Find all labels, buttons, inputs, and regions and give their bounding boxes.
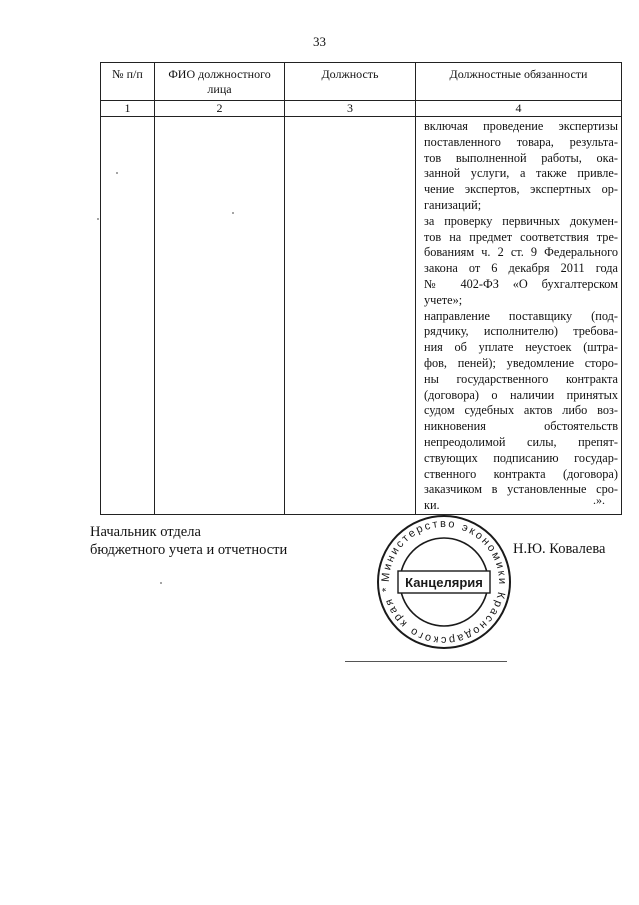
stamp-ring-text: Министерство экономики Краснодарского края *	[379, 517, 509, 647]
duties-line: ны государственного контракта	[424, 371, 618, 386]
table-header-row	[101, 63, 622, 101]
duties-line: № 402-ФЗ «О бухгалтерском	[424, 276, 618, 291]
duties-line: фов, пеней); уведомление сторо-	[424, 355, 618, 370]
duties-line: судом судебных актов либо воз-	[424, 403, 618, 418]
duties-line: направление поставщику (под-	[424, 308, 618, 323]
scan-speck	[116, 172, 118, 174]
duties-line: ствующих подписанию государ-	[424, 450, 618, 465]
duties-line: тов выполненной работы, ока-	[424, 150, 618, 165]
duties-line: занной услуги, а также привле-	[424, 166, 618, 181]
column-number: 1	[101, 101, 155, 117]
column-number-row	[101, 101, 622, 117]
column-number: 4	[416, 101, 622, 117]
duties-line: непреодолимой силы, препят-	[424, 434, 618, 449]
duties-line: (договора) о наличии принятых	[424, 387, 618, 402]
duties-line: закона от 6 декабря 2011 года	[424, 261, 618, 276]
duties-line: включая проведение экспертизы	[424, 119, 618, 133]
header-name: ФИО должностного лица	[155, 63, 285, 101]
duties-line: за проверку первичных докумен-	[424, 213, 618, 228]
duties-line: поставленного товара, результа-	[424, 134, 618, 149]
duties-line: бованиям ч. 2 ст. 9 Федерального	[424, 245, 618, 260]
duties-line: заказчиком в установленные сро-	[424, 482, 618, 497]
cell-duties	[416, 117, 622, 515]
duties-line: ственного контракта (договора)	[424, 466, 618, 481]
duties-line: ния об уплате неустоек (штра-	[424, 340, 618, 355]
header-duties: Должностные обязанности	[416, 63, 622, 101]
end-mark: .».	[593, 493, 605, 507]
duties-line: рядчику, исполнителю) требова-	[424, 324, 618, 339]
cell-position	[285, 117, 416, 515]
column-number: 2	[155, 101, 285, 117]
header-position: Должность	[285, 63, 416, 101]
scan-speck	[232, 212, 234, 214]
separator-line	[345, 661, 507, 662]
duties-text	[416, 117, 621, 514]
column-number: 3	[285, 101, 416, 117]
duties-line: тов на предмет соответствия тре-	[424, 229, 618, 244]
table-row	[101, 117, 622, 515]
duties-line: ки.	[424, 498, 440, 513]
duties-line: чение экспертов, экспертных ор-	[424, 182, 618, 197]
page-number: 33	[313, 34, 326, 49]
stamp-center-text: Канцелярия	[405, 575, 483, 590]
signatory-title	[90, 523, 287, 559]
duties-line: учете»;	[424, 292, 463, 307]
signatory-title-line: Начальник отдела	[90, 524, 201, 540]
duties-line: ганизаций;	[424, 197, 482, 212]
duties-line: никновения обстоятельств	[424, 419, 618, 434]
signatory-title-line: бюджетного учета и отчетности	[90, 542, 288, 558]
signatory-name: Н.Ю. Ковалева	[513, 541, 606, 557]
duties-table	[100, 62, 622, 515]
scan-speck	[160, 582, 162, 584]
scan-speck	[97, 218, 99, 220]
cell-number	[101, 117, 155, 515]
header-number: № п/п	[101, 63, 155, 101]
cell-name	[155, 117, 285, 515]
office-stamp	[374, 512, 514, 652]
